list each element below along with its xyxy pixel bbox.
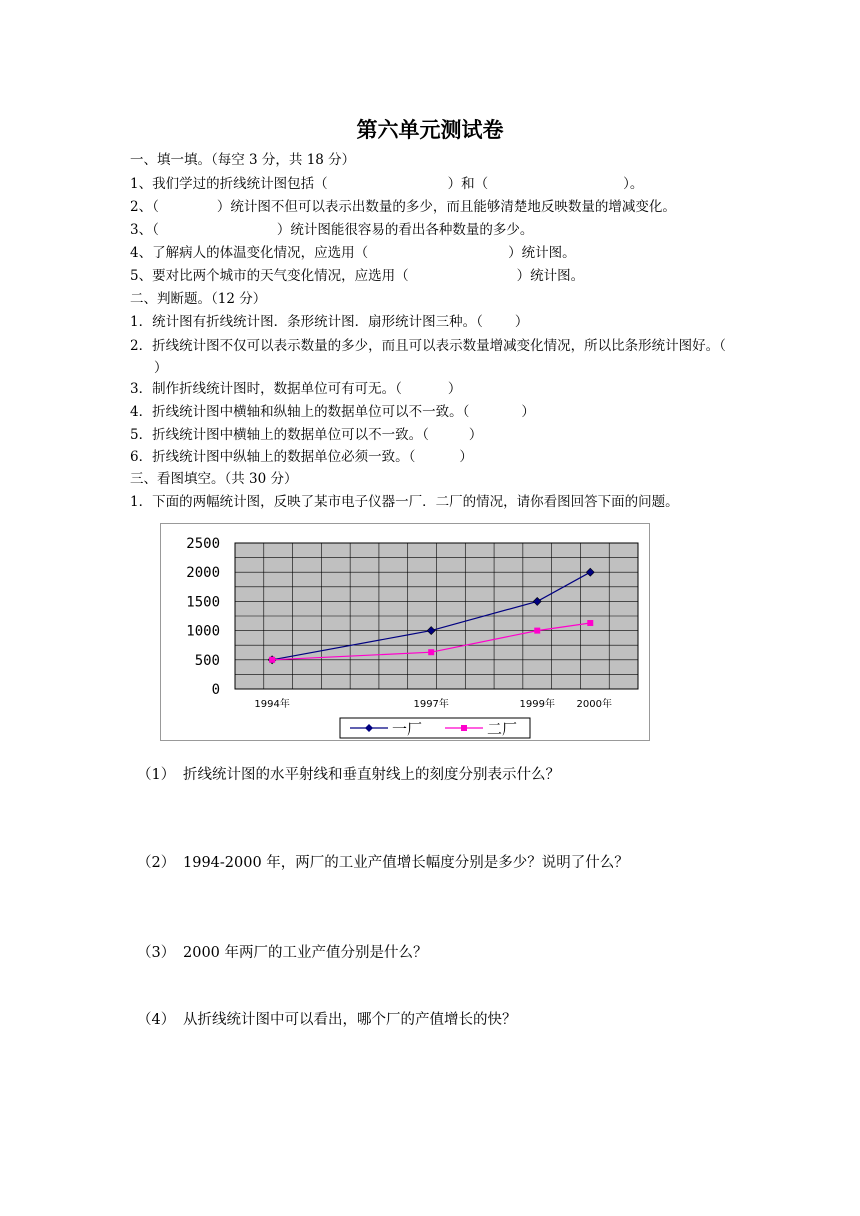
s2-q3-part-b: ） bbox=[447, 381, 462, 397]
s2-q1-part-b: ） bbox=[514, 314, 529, 330]
legend-marker bbox=[461, 725, 467, 731]
question-number: （3） bbox=[137, 945, 176, 961]
s1-question-2 bbox=[130, 198, 676, 216]
s2-q6-part-b: ） bbox=[459, 449, 473, 465]
y-tick-label: 1000 bbox=[186, 623, 220, 640]
s2-q2-part-a: 2．折线统计图不仅可以表示数量的多少，而且可以表示数量增减变化情况，所以比条形统计图好。（ bbox=[130, 338, 726, 354]
s1-question-1 bbox=[130, 175, 643, 193]
s2-q5-part-b: ） bbox=[468, 427, 483, 443]
s1-q2-part-b: ）统计图不但可以表示出数量的多少，而且能够清楚地反映数量的增减变化。 bbox=[216, 199, 676, 215]
legend-label: 一厂 bbox=[392, 720, 423, 738]
s2-question-4 bbox=[130, 403, 535, 421]
s1-q1-part-c: ）。 bbox=[623, 176, 644, 192]
s2-question-6 bbox=[130, 448, 473, 466]
s2-question-5 bbox=[130, 426, 482, 444]
legend-label: 二厂 bbox=[487, 720, 518, 738]
question-text: 1994-2000 年，两厂的工业产值增长幅度分别是多少？说明了什么？ bbox=[183, 855, 629, 871]
s1-q3-part-b: ）统计图能很容易的看出各种数量的多少。 bbox=[276, 222, 534, 238]
s2-q1-part-a: 1．统计图有折线统计图．条形统计图．扇形统计图三种。（ bbox=[130, 314, 483, 330]
section-3-heading: 三、看图填空。（共 30 分） bbox=[130, 471, 298, 487]
s2-q4-part-b: ） bbox=[521, 404, 535, 420]
s1-q4-part-a: 4、了解病人的体温变化情况，应选用（ bbox=[130, 245, 369, 261]
s2-q2-part-b: ） bbox=[154, 360, 168, 376]
question-4 bbox=[137, 1008, 517, 1029]
x-tick-label: 1997年 bbox=[413, 699, 449, 710]
y-tick-label: 500 bbox=[194, 652, 220, 669]
chart-legend bbox=[340, 718, 530, 738]
s2-question-3 bbox=[130, 380, 461, 398]
section-2-heading: 二、判断题。（12 分） bbox=[130, 291, 267, 307]
s2-q4-part-a: 4．折线统计图中横轴和纵轴上的数据单位可以不一致。（ bbox=[130, 404, 470, 420]
data-point bbox=[534, 628, 540, 634]
s1-question-5 bbox=[130, 267, 584, 285]
question-text: 从折线统计图中可以看出，哪个厂的产值增长的快？ bbox=[183, 1012, 517, 1028]
s1-question-4 bbox=[130, 244, 576, 262]
y-tick-label: 1500 bbox=[186, 594, 220, 611]
data-point bbox=[587, 620, 593, 626]
data-point bbox=[269, 657, 275, 663]
s1-question-3 bbox=[130, 221, 533, 239]
s1-q4-part-b: ）统计图。 bbox=[508, 245, 576, 261]
s1-q3-part-a: 3、（ bbox=[130, 222, 159, 238]
s2-q3-part-a: 3．制作折线统计图时，数据单位可有可无。（ bbox=[130, 381, 402, 397]
question-text: 2000 年两厂的工业产值分别是什么？ bbox=[183, 945, 428, 961]
section-1-heading: 一、填一填。（每空 3 分，共 18 分） bbox=[130, 152, 356, 168]
question-1 bbox=[137, 763, 560, 784]
page-title: 第六单元测试卷 bbox=[356, 118, 504, 142]
question-text: 折线统计图的水平射线和垂直射线上的刻度分别表示什么？ bbox=[183, 767, 560, 783]
s1-q2-part-a: 2、（ bbox=[130, 199, 159, 215]
question-number: （4） bbox=[137, 1012, 176, 1028]
y-tick-label: 2500 bbox=[186, 536, 220, 552]
s2-question-1 bbox=[130, 313, 528, 331]
data-point bbox=[428, 649, 434, 655]
s2-q5-part-a: 5．折线统计图中横轴上的数据单位可以不一致。（ bbox=[130, 427, 429, 443]
question-number: （2） bbox=[137, 855, 176, 871]
s1-q1-part-b: ）和（ bbox=[447, 176, 489, 192]
s1-q5-part-a: 5、要对比两个城市的天气变化情况，应选用（ bbox=[130, 268, 409, 284]
question-2 bbox=[137, 851, 629, 872]
section-3-intro: 1．下面的两幅统计图，反映了某市电子仪器一厂．二厂的情况，请你看图回答下面的问题。 bbox=[130, 494, 679, 510]
line-chart bbox=[160, 523, 650, 741]
question-number: （1） bbox=[137, 767, 176, 783]
s1-q5-part-b: ）统计图。 bbox=[516, 268, 585, 284]
x-tick-label: 1994年 bbox=[254, 699, 290, 710]
s2-question-2 bbox=[130, 335, 740, 379]
s1-q1-part-a: 1、我们学过的折线统计图包括（ bbox=[130, 176, 328, 192]
x-tick-label: 2000年 bbox=[576, 699, 613, 710]
y-tick-label: 0 bbox=[211, 682, 220, 698]
x-tick-label: 1999年 bbox=[519, 699, 555, 710]
s2-q6-part-a: 6．折线统计图中纵轴上的数据单位必须一致。（ bbox=[130, 449, 416, 465]
question-3 bbox=[137, 941, 428, 962]
y-tick-label: 2000 bbox=[186, 565, 220, 582]
